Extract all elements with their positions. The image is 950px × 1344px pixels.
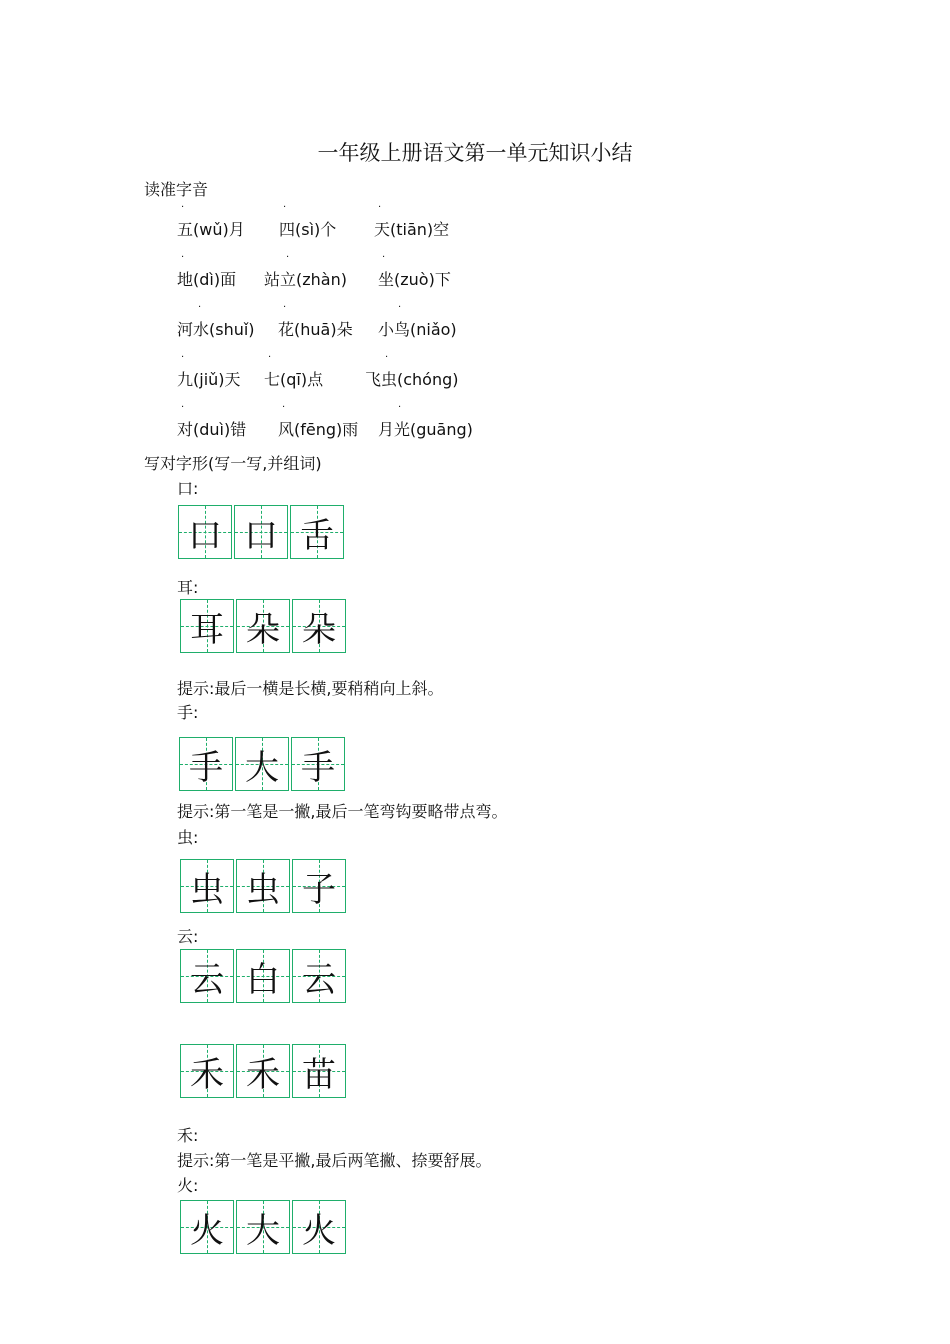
tianzige-cell xyxy=(236,1200,290,1254)
char-label: 虫: xyxy=(177,828,199,847)
grid-char: 舌 xyxy=(300,515,334,556)
tianzige-cell xyxy=(292,1044,346,1098)
char-label: 口: xyxy=(177,479,199,498)
grid-char: 苗 xyxy=(302,1054,336,1095)
grid-char: 朵 xyxy=(302,609,336,650)
tianzige-cell xyxy=(292,599,346,653)
grid-char: 禾 xyxy=(246,1054,280,1095)
tianzige-cell xyxy=(292,1200,346,1254)
emphasis-dot: · xyxy=(181,252,185,263)
grid-char: 云 xyxy=(190,959,224,1000)
tianzige-cell xyxy=(236,1044,290,1098)
grid-char: 子 xyxy=(302,869,336,910)
pinyin-item: 月光(guāng) xyxy=(378,420,473,439)
emphasis-dot: · xyxy=(198,302,202,313)
pinyin-item: 花(huā)朵 xyxy=(278,320,353,339)
tianzige-cell xyxy=(235,737,289,791)
tianzige-grid xyxy=(180,859,346,913)
pinyin-item: 四(sì)个 xyxy=(279,220,337,239)
grid-char: 白 xyxy=(246,959,280,1000)
emphasis-dot: · xyxy=(283,302,287,313)
tianzige-cell xyxy=(290,505,344,559)
writing-tip: 提示:第一笔是平撇,最后两笔撇、捺要舒展。 xyxy=(177,1151,492,1170)
tianzige-cell xyxy=(178,505,232,559)
emphasis-dot: · xyxy=(382,252,386,263)
tianzige-grid xyxy=(180,1200,346,1254)
grid-char: 口 xyxy=(244,515,278,556)
writing-tip: 提示:最后一横是长横,要稍稍向上斜。 xyxy=(177,679,444,698)
grid-char: 火 xyxy=(190,1210,224,1251)
pinyin-item: 坐(zuò)下 xyxy=(378,270,451,289)
tianzige-grid xyxy=(180,1044,346,1098)
emphasis-dot: · xyxy=(181,402,185,413)
section-heading-writing: 写对字形(写一写,并组词) xyxy=(144,454,322,473)
pinyin-item: 飞虫(chóng) xyxy=(365,370,459,389)
emphasis-dot: · xyxy=(398,302,402,313)
char-label: 火: xyxy=(177,1176,199,1195)
char-label: 云: xyxy=(177,927,199,946)
tianzige-cell xyxy=(292,859,346,913)
tianzige-cell xyxy=(236,949,290,1003)
tianzige-cell xyxy=(291,737,345,791)
pinyin-item: 对(duì)错 xyxy=(177,420,247,439)
pinyin-item: 五(wǔ)月 xyxy=(177,220,245,239)
grid-char: 虫 xyxy=(246,869,280,910)
tianzige-grid xyxy=(178,505,344,559)
pinyin-item: 河水(shuǐ) xyxy=(177,320,255,339)
grid-char: 虫 xyxy=(190,869,224,910)
tianzige-cell xyxy=(180,599,234,653)
tianzige-grid xyxy=(179,737,345,791)
emphasis-dot: · xyxy=(283,202,287,213)
char-label: 耳: xyxy=(177,578,199,597)
pinyin-item: 九(jiǔ)天 xyxy=(177,370,241,389)
tianzige-grid xyxy=(180,599,346,653)
grid-char: 大 xyxy=(245,747,279,788)
grid-char: 云 xyxy=(302,959,336,1000)
grid-char: 手 xyxy=(189,747,223,788)
char-label: 手: xyxy=(177,703,199,722)
emphasis-dot: · xyxy=(181,202,185,213)
tianzige-cell xyxy=(234,505,288,559)
page-title: 一年级上册语文第一单元知识小结 xyxy=(317,141,633,165)
emphasis-dot: · xyxy=(385,352,389,363)
char-label: 禾: xyxy=(177,1126,199,1145)
tianzige-cell xyxy=(180,1044,234,1098)
pinyin-item: 地(dì)面 xyxy=(177,270,237,289)
pinyin-item: 风(fēng)雨 xyxy=(278,420,359,439)
emphasis-dot: · xyxy=(286,252,290,263)
pinyin-item: 站立(zhàn) xyxy=(264,270,347,289)
tianzige-cell xyxy=(180,949,234,1003)
emphasis-dot: · xyxy=(378,202,382,213)
tianzige-grid xyxy=(180,949,346,1003)
tianzige-cell xyxy=(180,859,234,913)
emphasis-dot: · xyxy=(398,402,402,413)
pinyin-item: 天(tiān)空 xyxy=(374,220,450,239)
grid-char: 禾 xyxy=(190,1054,224,1095)
grid-char: 朵 xyxy=(246,609,280,650)
emphasis-dot: · xyxy=(268,352,272,363)
emphasis-dot: · xyxy=(181,352,185,363)
grid-char: 手 xyxy=(301,747,335,788)
tianzige-cell xyxy=(180,1200,234,1254)
grid-char: 大 xyxy=(246,1210,280,1251)
tianzige-cell xyxy=(292,949,346,1003)
grid-char: 火 xyxy=(302,1210,336,1251)
tianzige-cell xyxy=(179,737,233,791)
pinyin-item: 七(qī)点 xyxy=(264,370,324,389)
emphasis-dot: · xyxy=(282,402,286,413)
writing-tip: 提示:第一笔是一撇,最后一笔弯钩要略带点弯。 xyxy=(177,802,508,821)
pinyin-item: 小鸟(niǎo) xyxy=(378,320,457,339)
section-heading-pronunciation: 读准字音 xyxy=(144,180,209,199)
tianzige-cell xyxy=(236,859,290,913)
grid-char: 口 xyxy=(188,515,222,556)
grid-char: 耳 xyxy=(190,609,224,650)
tianzige-cell xyxy=(236,599,290,653)
